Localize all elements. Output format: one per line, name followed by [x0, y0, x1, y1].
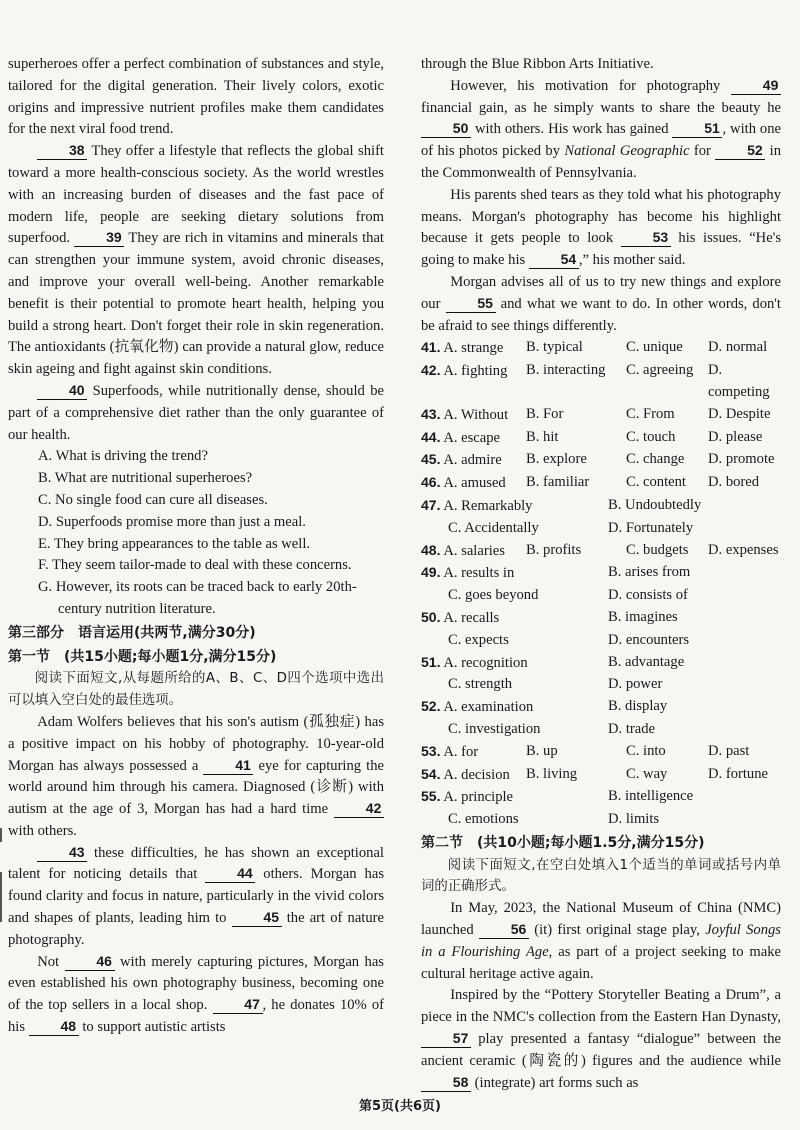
- blank-57[interactable]: 57: [421, 1030, 471, 1048]
- blank-42[interactable]: 42: [334, 800, 384, 818]
- margin-mark: [0, 872, 2, 922]
- blank-44[interactable]: 44: [205, 865, 255, 883]
- question-row: 55. A. principle B. intelligence C. emotions D. limits: [421, 788, 694, 828]
- paragraph: through the Blue Ribbon Arts Initiative.: [421, 56, 654, 72]
- left-column: [8, 54, 384, 1039]
- question-row: 52. A. examination B. display C. investigation D. trade: [421, 698, 668, 737]
- option-item: D. Superfoods promise more than just a meal.: [38, 513, 306, 530]
- blank-41[interactable]: 41: [203, 757, 253, 775]
- paragraph: In May, 2023, the National Museum of China (NMC) launched 56 (it) first original stage play, Joyful Songs in a Flourishing Age, as part of a project seeking to make cultural heritage active again.: [421, 900, 781, 982]
- question-row: 46. A. amused B. familiar C. content D. bored: [421, 474, 760, 492]
- paragraph: 40 Superfoods, while nutritionally dense, should be part of a comprehensive diet rather than the only guarantee of our health.: [8, 381, 384, 443]
- paragraph: Morgan advises all of us to try new things and explore our 55 and what we want to do. In other words, don't be afraid to see things differently.: [421, 273, 781, 334]
- question-row: 47. A. Remarkably B. Undoubtedly C. Accidentally D. Fortunately: [421, 496, 702, 536]
- option-item: B. What are nutritional superheroes?: [38, 470, 253, 487]
- question-row: 50. A. recalls B. imagines C. expects D. encounters: [421, 608, 690, 648]
- blank-52[interactable]: 52: [715, 142, 765, 160]
- part-heading: 第三部分 语言运用(共两节,满分30分): [8, 624, 256, 641]
- option-item: F. They seem tailor-made to deal with these concerns.: [38, 557, 352, 574]
- blank-43[interactable]: 43: [37, 844, 87, 862]
- paragraph: Not 46 with merely capturing pictures, Morgan has even established his own photography business, becoming one of the top sellers in a local shop. 47 , he donates 10% of his 48 to support autistic artists: [8, 952, 384, 1036]
- section-heading: 第一节 (共15小题;每小题1分,满分15分): [8, 648, 277, 665]
- question-row: 43. A. Without B. For C. From D. Despite: [421, 405, 771, 423]
- question-list: [421, 337, 781, 831]
- option-item: A. What is driving the trend?: [38, 448, 208, 465]
- question-row: 49. A. results in B. arises from C. goes beyond D. consists of: [421, 564, 691, 604]
- question-row: 51. A. recognition B. advantage C. strength D. power: [421, 653, 685, 693]
- section-heading: 第二节 (共10小题;每小题1.5分,满分15分): [421, 834, 705, 851]
- page-footer: 第5页(共6页): [359, 1099, 441, 1114]
- blank-55[interactable]: 55: [446, 295, 496, 313]
- blank-49[interactable]: 49: [731, 77, 781, 95]
- option-item: E. They bring appearances to the table as well.: [38, 535, 311, 552]
- paragraph: Adam Wolfers believes that his son's autism (孤独症) has a positive impact on his hobby of photography. 10-year-old Morgan has always possessed a 41 eye for capturing the world around him through his camera. Diagnosed (诊断) with autism at the age of 3, Morgan has had a hard time 42 with others.: [8, 713, 384, 839]
- paragraph: superheroes offer a perfect combination of substances and style, tailored for the digital generation. Their lively colors, exotic origins and impressive nutrient profiles make them candidates for the next viral food trend.: [8, 56, 384, 138]
- blank-53[interactable]: 53: [621, 229, 671, 247]
- paragraph: Inspired by the “Pottery Storyteller Beating a Drum”, a piece in the NMC's collection from the Eastern Han Dynasty, 57 play presented a fantasy “dialogue” between the ancient ceramic (陶瓷的) figures and the audience while 58 (integrate) art forms such as: [421, 987, 781, 1091]
- question-row: 45. A. admire B. explore C. change D. promote: [421, 451, 775, 469]
- blank-51[interactable]: 51: [672, 120, 722, 138]
- question-row: 54. A. decision B. living C. way D. fortune: [421, 765, 768, 783]
- blank-38[interactable]: 38: [37, 142, 87, 160]
- instruction: 阅读下面短文,在空白处填入1个适当的单词或括号内单词的正确形式。: [421, 857, 781, 895]
- question-row: 42. A. fighting B. interacting C. agreeing D. competing: [421, 362, 770, 400]
- blank-47[interactable]: 47: [213, 996, 263, 1014]
- paragraph: 43 these difficulties, he has shown an exceptional talent for noticing details that 44 others. Morgan has found clarity and focus in nature, particularly in the vivid colors and shapes of plants, leading him to 45 the art of nature photography.: [8, 843, 385, 948]
- blank-58[interactable]: 58: [421, 1074, 471, 1092]
- blank-54[interactable]: 54: [529, 251, 579, 269]
- option-item: G. However, its roots can be traced back to early 20th-century nutrition literature.: [38, 579, 357, 617]
- question-row: 53. A. for B. up C. into D. past: [421, 742, 750, 760]
- paragraph: 38 They offer a lifestyle that reflects the global shift toward a more health-conscious society. As the world wrestles with an increasing burden of diseases and the fast pace of modern life, people are seeking dietary solutions from superfood. 39 They are rich in vitamins and minerals that can strengthen your immune system, avoid chronic diseases, and improve your overall well-being. Another remarkable benefit is their potential to promote heart health, helping you build a strong heart. Don't forget their role in skin regeneration. The antioxidants (抗氧化物) can provide a natural glow, reduce skin ageing and fight against skin conditions.: [8, 142, 384, 378]
- blank-50[interactable]: 50: [421, 120, 471, 138]
- question-row: 44. A. escape B. hit C. touch D. please: [421, 428, 763, 446]
- option-item: C. No single food can cure all diseases.: [38, 491, 268, 508]
- option-list: [8, 446, 384, 620]
- right-column: [421, 54, 781, 1094]
- margin-mark: [0, 828, 2, 842]
- blank-56[interactable]: 56: [479, 921, 529, 939]
- blank-40[interactable]: 40: [37, 382, 87, 400]
- blank-48[interactable]: 48: [29, 1018, 79, 1036]
- blank-39[interactable]: 39: [74, 229, 124, 247]
- paragraph: His parents shed tears as they told what his photography means. Morgan's photography has become his highlight because it gets people to look 53 his issues. “He's going to make his 54 ,” his mother said.: [421, 186, 781, 269]
- blank-46[interactable]: 46: [65, 953, 115, 971]
- question-row: 41. A. strange B. typical C. unique D. normal: [421, 339, 768, 357]
- paragraph: However, his motivation for photography 49 financial gain, as he simply wants to share the beauty he 50 with others. His work has gained 51 , with one of his photos picked by National Geographic for 52 in the Commonwealth of Pennsylvania.: [421, 76, 781, 181]
- blank-45[interactable]: 45: [232, 909, 282, 927]
- instruction: 阅读下面短文,从每题所给的A、B、C、D四个选项中选出可以填入空白处的最佳选项。: [8, 671, 384, 709]
- question-row: 48. A. salaries B. profits C. budgets D. expenses: [421, 541, 779, 559]
